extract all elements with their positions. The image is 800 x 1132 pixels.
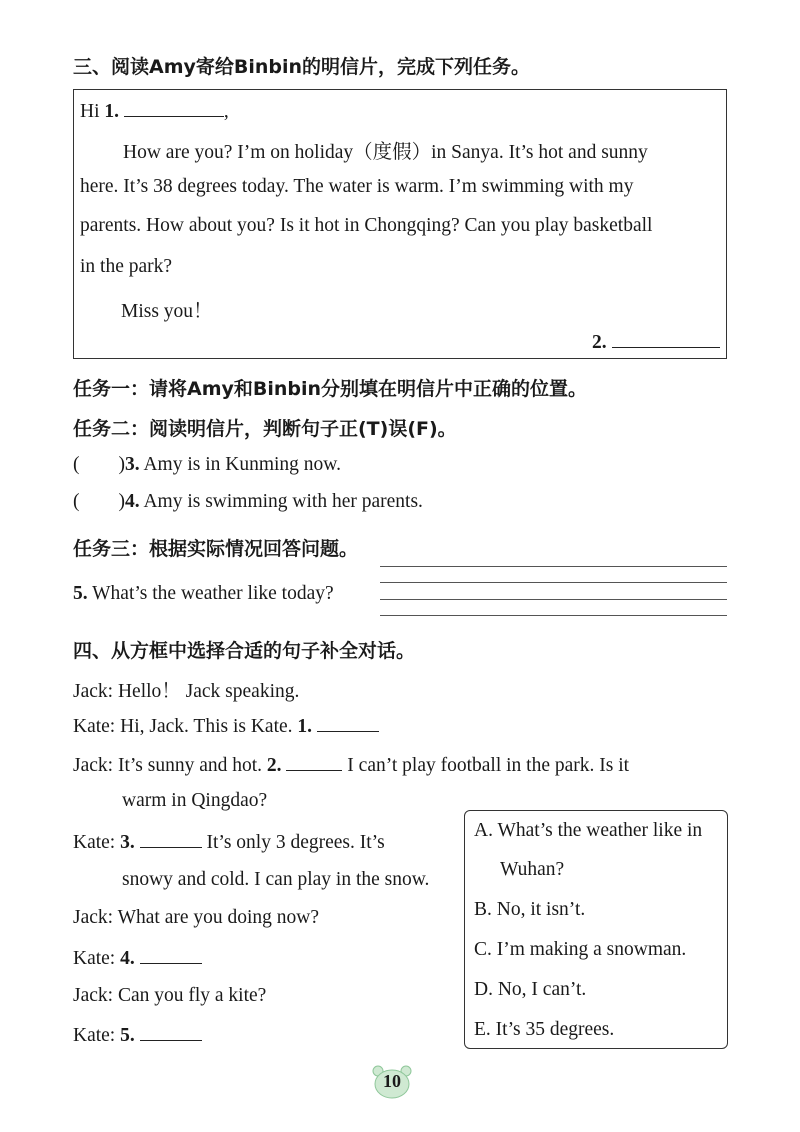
speaker: Kate: xyxy=(73,948,116,969)
blank-number: 3. xyxy=(120,832,135,853)
dialogue-line-6 xyxy=(73,945,202,970)
speaker: Jack: xyxy=(73,985,114,1006)
option-a-cont: Wuhan? xyxy=(500,859,565,880)
q5-answer-line-4[interactable] xyxy=(380,615,727,616)
section3-heading: 三、阅读Amy寄给Binbin的明信片，完成下列任务。 xyxy=(73,56,531,78)
postcard-line-4: in the park? xyxy=(80,256,173,277)
q4-text: Amy is swimming with her parents. xyxy=(143,491,423,512)
utterance: Hello！ Jack speaking. xyxy=(117,681,300,702)
task2-instruction: 任务二：阅读明信片，判断句子正(T)误(F)。 xyxy=(73,418,457,440)
speaker: Jack: xyxy=(73,907,114,928)
q3-answer-paren[interactable]: ( ) xyxy=(73,454,125,475)
question-3 xyxy=(73,454,341,476)
blank-number: 4. xyxy=(120,948,135,969)
dialogue-blank-4[interactable] xyxy=(140,945,202,964)
task3-instruction: 任务三：根据实际情况回答问题。 xyxy=(73,538,359,560)
greeting: Hi xyxy=(80,101,100,122)
q4-answer-paren[interactable]: ( ) xyxy=(73,491,125,512)
blank2-number: 2. xyxy=(592,332,607,353)
option-a: A. What’s the weather like in xyxy=(474,820,703,841)
task1-instruction: 任务一：请将Amy和Binbin分别填在明信片中正确的位置。 xyxy=(73,378,588,400)
dialogue-line-5 xyxy=(73,907,319,929)
blank-number: 5. xyxy=(120,1025,135,1046)
greeting-comma: , xyxy=(223,101,229,122)
dialogue-line-2 xyxy=(73,713,379,738)
blank2-line[interactable] xyxy=(612,329,720,348)
q5-answer-line-1[interactable] xyxy=(380,566,727,567)
postcard-line-3: parents. How about you? Is it hot in Chongqing? Can you play basketball xyxy=(80,215,653,236)
dialogue-line-7 xyxy=(73,985,266,1007)
postcard-greeting-line xyxy=(80,98,229,123)
dialogue-line-1 xyxy=(73,675,299,703)
dialogue-line-4 xyxy=(73,829,385,854)
blank1-number: 1. xyxy=(104,101,119,122)
postcard-line-1: How are you? I’m on holiday（度假）in Sanya. It’s hot and sunny xyxy=(123,142,648,163)
options-box xyxy=(464,810,728,1049)
utterance: Can you fly a kite? xyxy=(117,985,267,1006)
q5-answer-line-3[interactable] xyxy=(380,599,727,600)
option-b: B. No, it isn’t. xyxy=(474,899,586,920)
utterance: What are you doing now? xyxy=(117,907,320,928)
dialogue-line-3 xyxy=(73,752,629,777)
option-c: C. I’m making a snowman. xyxy=(474,939,687,960)
dialogue-blank-5[interactable] xyxy=(140,1022,202,1041)
utterance-cont: I can’t play football in the park. Is it xyxy=(347,755,630,776)
question-4 xyxy=(73,491,423,513)
speaker: Kate: xyxy=(73,832,116,853)
blank-number: 1. xyxy=(297,716,313,737)
speaker: Kate: xyxy=(73,1025,116,1046)
dialogue-line-3-cont: warm in Qingdao? xyxy=(122,790,268,811)
utterance: It’s sunny and hot. xyxy=(117,755,263,776)
q5-number: 5. xyxy=(73,583,88,604)
utterance: Hi, Jack. This is Kate. xyxy=(120,716,293,737)
speaker: Kate: xyxy=(73,716,116,737)
dialogue-line-4-cont: snowy and cold. I can play in the snow. xyxy=(122,869,430,890)
q4-number: 4. xyxy=(125,491,140,512)
q3-number: 3. xyxy=(125,454,140,475)
dialogue-blank-3[interactable] xyxy=(140,829,202,848)
page-number: 10 xyxy=(383,1071,401,1091)
postcard-signature-line xyxy=(592,329,720,354)
section4-heading: 四、从方框中选择合适的句子补全对话。 xyxy=(73,640,416,662)
q5-text: What’s the weather like today? xyxy=(92,583,334,604)
dialogue-blank-1[interactable] xyxy=(317,713,379,732)
question-5 xyxy=(73,583,334,605)
dialogue-blank-2[interactable] xyxy=(286,752,342,771)
speaker: Jack: xyxy=(73,755,114,776)
option-e: E. It’s 35 degrees. xyxy=(474,1019,615,1040)
speaker: Jack: xyxy=(73,681,114,702)
option-d: D. No, I can’t. xyxy=(474,979,587,1000)
q3-text: Amy is in Kunming now. xyxy=(143,454,341,475)
blank1-line[interactable] xyxy=(124,98,224,117)
postcard-line-2: here. It’s 38 degrees today. The water is warm. I’m swimming with my xyxy=(80,176,634,197)
utterance: It’s only 3 degrees. It’s xyxy=(206,832,385,853)
postcard-closing: Miss you！ xyxy=(121,301,213,322)
dialogue-line-8 xyxy=(73,1022,202,1047)
blank-number: 2. xyxy=(266,755,282,776)
q5-answer-line-2[interactable] xyxy=(380,582,727,583)
